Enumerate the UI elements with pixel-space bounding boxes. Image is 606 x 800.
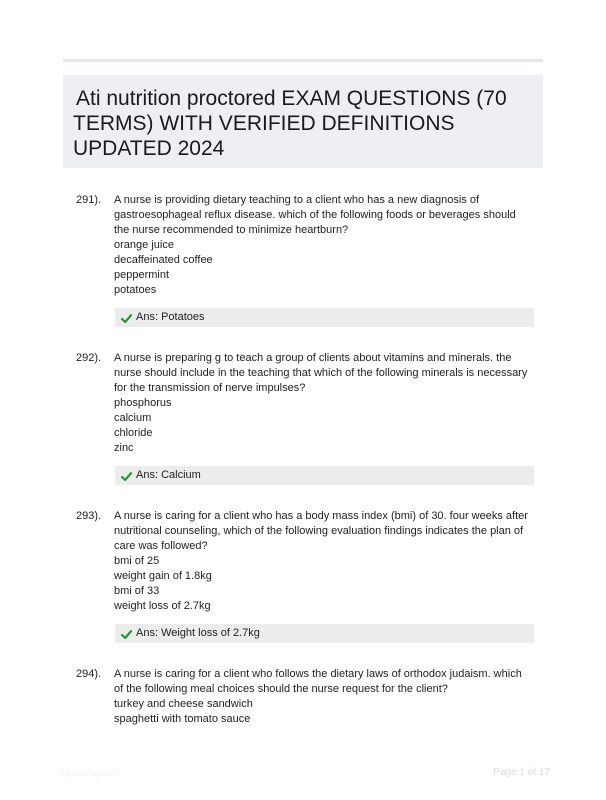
answer-box [115, 624, 534, 643]
question-body [114, 193, 529, 298]
option-list [114, 554, 529, 614]
option-item: zinc [114, 442, 134, 454]
option-list [114, 238, 529, 298]
document-title: Ati nutrition proctored EXAM QUESTIONS (70 TERMS) WITH VERIFIED DEFINITIONS UPDATED 2024 [73, 87, 507, 160]
option-item: spaghetti with tomato sauce [114, 713, 251, 725]
title-box [63, 75, 543, 168]
option-item: potatoes [114, 284, 157, 296]
question-number: 294). [76, 668, 102, 680]
question-text: A nurse is caring for a client who has a body mass index (bmi) of 30. four weeks after nutritional counseling, which of the following evaluation findings indicates the plan of care was followed? [114, 510, 528, 552]
answer-box [115, 308, 534, 327]
option-item: weight loss of 2.7kg [114, 600, 211, 612]
option-list [114, 697, 529, 727]
option-item: turkey and cheese sandwich [114, 698, 253, 710]
check-icon [121, 470, 132, 481]
option-item: calcium [114, 412, 152, 424]
top-rule [63, 59, 543, 62]
answer-text: Ans: Calcium [136, 469, 201, 481]
check-icon [121, 312, 132, 323]
question-text: A nurse is preparing g to teach a group of clients about vitamins and minerals. the nurse should include in the teaching that which of the following minerals is necessary for the transmission of nerve impulses? [114, 352, 528, 394]
option-item: phosphorus [114, 397, 172, 409]
answer-text: Ans: Weight loss of 2.7kg [136, 627, 260, 639]
question-text: A nurse is caring for a client who follows the dietary laws of orthodox judaism. which of the following meal choices should the nurse request for the client? [114, 668, 522, 695]
check-icon [121, 628, 132, 639]
question-body [114, 667, 529, 727]
option-item: chloride [114, 427, 153, 439]
option-item: peppermint [114, 269, 170, 281]
option-item: orange juice [114, 239, 174, 251]
option-item: decaffeinated coffee [114, 254, 213, 266]
option-item: bmi of 25 [114, 555, 160, 567]
page-indicator: Page 1 of 17 [493, 767, 550, 778]
option-list [114, 396, 529, 456]
question-number: 292). [76, 352, 102, 364]
question-number: 291). [76, 194, 102, 206]
answer-text: Ans: Potatoes [136, 311, 205, 323]
answer-box [115, 466, 534, 485]
option-item: bmi of 33 [114, 585, 160, 597]
question-body [114, 351, 529, 456]
question-number: 293). [76, 510, 102, 522]
question-text: A nurse is providing dietary teaching to a client who has a new diagnosis of gastroesophageal reflux disease. which of the following foods or beverages should the nurse recommended to minimize heartburn? [114, 194, 516, 236]
option-item: weight gain of 1.8kg [114, 570, 212, 582]
question-body [114, 509, 529, 614]
footer-watermark: Paperblog.com [59, 768, 120, 778]
